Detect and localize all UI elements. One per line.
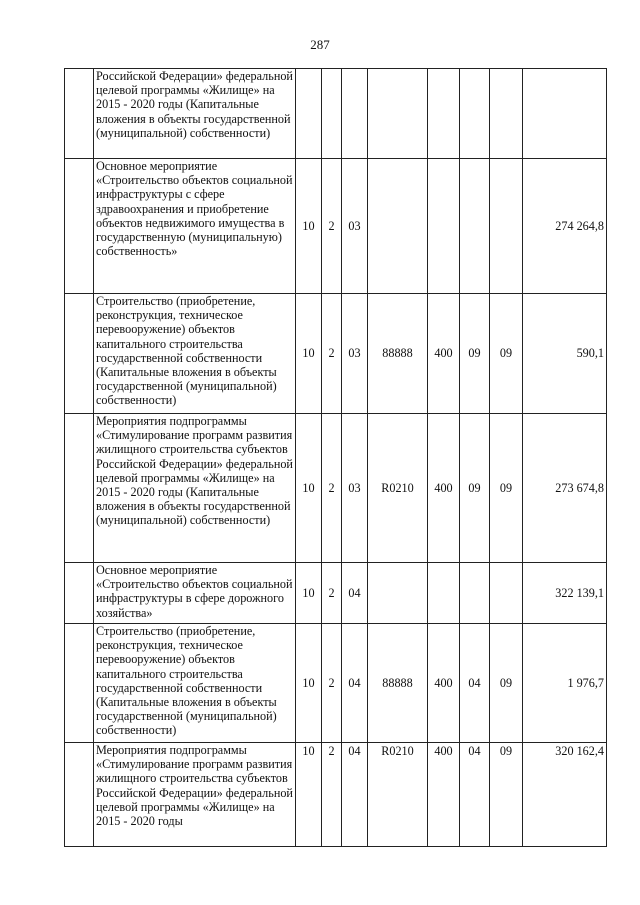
subsection-cell xyxy=(490,159,523,294)
code-cell: 03 xyxy=(342,294,368,414)
row-name: Строительство (приобретение, реконструкция, техническое перевооружение) объектов капитального строительства государственной собственности (Капитальные вложения в объекты государственной (муниципальной) собственности) xyxy=(94,294,296,414)
table-row xyxy=(65,294,607,414)
row-name: Мероприятия подпрограммы «Стимулирование программ развития жилищного строительства субъектов Российской Федерации» федеральной целевой программы «Жилище» на 2015 - 2020 годы xyxy=(94,743,296,847)
expense-type-cell xyxy=(428,69,460,159)
subsection-cell xyxy=(490,69,523,159)
row-name: Мероприятия подпрограммы «Стимулирование программ развития жилищного строительства субъектов Российской Федерации» федеральной целевой программы «Жилище» на 2015 - 2020 годы (Капитальные вложения в объекты государственной (муниципальной) собственности) xyxy=(94,414,296,563)
code-cell: 2 xyxy=(322,294,342,414)
table-row xyxy=(65,563,607,624)
table-row xyxy=(65,743,607,847)
section-cell: 09 xyxy=(460,414,490,563)
subsection-cell: 09 xyxy=(490,294,523,414)
code-cell: 2 xyxy=(322,159,342,294)
code-cell xyxy=(342,69,368,159)
target-article-cell: 88888 xyxy=(368,624,428,743)
index-cell xyxy=(65,69,94,159)
row-name: Российской Федерации» федеральной целевой программы «Жилище» на 2015 - 2020 годы (Капитальные вложения в объекты государственной (муниципальной) собственности) xyxy=(94,69,296,159)
expense-type-cell: 400 xyxy=(428,294,460,414)
expense-type-cell: 400 xyxy=(428,743,460,847)
expense-type-cell xyxy=(428,159,460,294)
code-cell: 10 xyxy=(296,294,322,414)
code-cell: 2 xyxy=(322,563,342,624)
page-number: 287 xyxy=(310,37,330,52)
code-cell xyxy=(296,69,322,159)
code-cell xyxy=(322,69,342,159)
target-article-cell xyxy=(368,69,428,159)
index-cell xyxy=(65,294,94,414)
expense-type-cell: 400 xyxy=(428,624,460,743)
target-article-cell: R0210 xyxy=(368,743,428,847)
section-cell: 04 xyxy=(460,624,490,743)
code-cell: 10 xyxy=(296,563,322,624)
table-row xyxy=(65,69,607,159)
code-cell: 04 xyxy=(342,743,368,847)
section-cell xyxy=(460,159,490,294)
budget-table xyxy=(64,68,607,847)
section-cell xyxy=(460,69,490,159)
code-cell: 10 xyxy=(296,743,322,847)
section-cell xyxy=(460,563,490,624)
code-cell: 10 xyxy=(296,159,322,294)
target-article-cell xyxy=(368,563,428,624)
row-name: Основное мероприятие «Строительство объектов социальной инфраструктуры с сфере здравоохранения и приобретение объектов недвижимого имущества в государственную (муниципальную) собственность» xyxy=(94,159,296,294)
index-cell xyxy=(65,159,94,294)
subsection-cell xyxy=(490,563,523,624)
section-cell: 04 xyxy=(460,743,490,847)
code-cell: 04 xyxy=(342,624,368,743)
code-cell: 2 xyxy=(322,743,342,847)
amount-cell: 274 264,8 xyxy=(523,159,607,294)
target-article-cell: R0210 xyxy=(368,414,428,563)
section-cell: 09 xyxy=(460,294,490,414)
table-row xyxy=(65,624,607,743)
code-cell: 10 xyxy=(296,414,322,563)
table-row xyxy=(65,159,607,294)
code-cell: 10 xyxy=(296,624,322,743)
subsection-cell: 09 xyxy=(490,743,523,847)
target-article-cell xyxy=(368,159,428,294)
subsection-cell: 09 xyxy=(490,624,523,743)
expense-type-cell: 400 xyxy=(428,414,460,563)
code-cell: 2 xyxy=(322,414,342,563)
subsection-cell: 09 xyxy=(490,414,523,563)
amount-cell: 590,1 xyxy=(523,294,607,414)
index-cell xyxy=(65,743,94,847)
amount-cell: 273 674,8 xyxy=(523,414,607,563)
code-cell: 2 xyxy=(322,624,342,743)
code-cell: 03 xyxy=(342,159,368,294)
target-article-cell: 88888 xyxy=(368,294,428,414)
index-cell xyxy=(65,414,94,563)
code-cell: 03 xyxy=(342,414,368,563)
expense-type-cell xyxy=(428,563,460,624)
row-name: Основное мероприятие «Строительство объектов социальной инфраструктуры в сфере дорожного хозяйства» xyxy=(94,563,296,624)
amount-cell: 320 162,4 xyxy=(523,743,607,847)
index-cell xyxy=(65,563,94,624)
table-row xyxy=(65,414,607,563)
amount-cell: 322 139,1 xyxy=(523,563,607,624)
amount-cell: 1 976,7 xyxy=(523,624,607,743)
code-cell: 04 xyxy=(342,563,368,624)
amount-cell xyxy=(523,69,607,159)
index-cell xyxy=(65,624,94,743)
row-name: Строительство (приобретение, реконструкция, техническое перевооружение) объектов капитального строительства государственной собственности (Капитальные вложения в объекты государственной (муниципальной) собственности) xyxy=(94,624,296,743)
